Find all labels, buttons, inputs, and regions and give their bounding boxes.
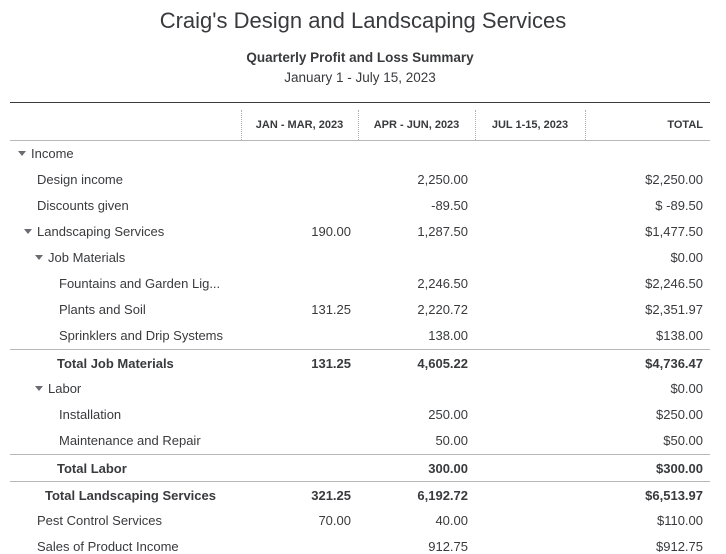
cell-apr-jun[interactable]: 50.00 [435, 433, 468, 448]
subtotal-row[interactable] [10, 349, 710, 376]
row-label[interactable] [35, 245, 125, 271]
collapse-caret-icon[interactable] [24, 229, 32, 234]
subtotal-row[interactable] [10, 454, 710, 481]
cell-total[interactable]: $6,513.97 [645, 488, 703, 503]
report-title: Quarterly Profit and Loss Summary [246, 50, 474, 65]
cell-total[interactable]: $250.00 [656, 407, 703, 422]
cell-apr-jun[interactable]: 2,220.72 [417, 302, 468, 317]
row-label-text: Landscaping Services [37, 224, 165, 239]
cell-total[interactable]: $300.00 [656, 461, 703, 476]
cell-total[interactable]: $138.00 [656, 328, 703, 343]
collapse-caret-icon[interactable] [35, 386, 43, 391]
table-row[interactable] [10, 376, 710, 402]
table-row[interactable] [10, 219, 710, 245]
row-label: Installation [59, 407, 122, 422]
cell-apr-jun[interactable]: -89.50 [431, 198, 468, 213]
row-label: Sales of Product Income [37, 539, 179, 554]
cell-jan-mar[interactable]: 321.25 [311, 488, 351, 503]
cell-total[interactable]: $2,351.97 [645, 302, 703, 317]
cell-jan-mar[interactable]: 131.25 [311, 356, 351, 371]
row-label: Plants and Soil [59, 302, 146, 317]
cell-total[interactable]: $4,736.47 [645, 356, 703, 371]
table-row[interactable] [10, 297, 710, 323]
cell-total[interactable]: $50.00 [663, 433, 703, 448]
row-label[interactable] [18, 141, 74, 167]
cell-total[interactable]: $0.00 [670, 250, 703, 265]
cell-total[interactable]: $0.00 [670, 381, 703, 396]
cell-total[interactable]: $912.75 [656, 539, 703, 554]
row-label: Total Labor [57, 461, 127, 476]
cell-apr-jun[interactable]: 6,192.72 [417, 488, 468, 503]
report-date-range: January 1 - July 15, 2023 [284, 70, 436, 85]
cell-apr-jun[interactable]: 2,250.00 [417, 172, 468, 187]
table-row[interactable] [10, 271, 710, 297]
row-label: Sprinklers and Drip Systems [59, 328, 223, 343]
subtotal-row[interactable] [10, 481, 710, 508]
cell-apr-jun[interactable]: 250.00 [428, 407, 468, 422]
cell-total[interactable]: $2,250.00 [645, 172, 703, 187]
cell-apr-jun[interactable]: 300.00 [428, 461, 468, 476]
column-header-apr-jun[interactable]: APR - JUN, 2023 [373, 119, 460, 131]
table-row[interactable] [10, 534, 710, 554]
row-label-text: Income [31, 146, 74, 161]
table-row[interactable] [10, 167, 710, 193]
company-name: Craig's Design and Landscaping Services [159, 8, 567, 33]
cell-apr-jun[interactable]: 4,605.22 [417, 356, 468, 371]
cell-apr-jun[interactable]: 1,287.50 [417, 224, 468, 239]
table-row[interactable] [10, 141, 710, 167]
cell-jan-mar[interactable]: 131.25 [311, 302, 351, 317]
row-label[interactable] [24, 219, 164, 245]
collapse-caret-icon[interactable] [35, 255, 43, 260]
cell-apr-jun[interactable]: 912.75 [428, 539, 468, 554]
row-label: Fountains and Garden Lig... [59, 276, 221, 291]
collapse-caret-icon[interactable] [18, 151, 26, 156]
cell-total[interactable]: $1,477.50 [645, 224, 703, 239]
row-label-text: Labor [48, 381, 82, 396]
table-row[interactable] [10, 508, 710, 534]
cell-apr-jun[interactable]: 2,246.50 [417, 276, 468, 291]
row-label[interactable] [35, 376, 81, 402]
cell-total[interactable]: $ -89.50 [655, 198, 703, 213]
table-row[interactable] [10, 402, 710, 428]
row-label: Total Job Materials [57, 356, 174, 371]
row-label: Maintenance and Repair [59, 433, 201, 448]
column-header-jan-mar[interactable]: JAN - MAR, 2023 [255, 119, 344, 131]
row-label: Design income [37, 172, 123, 187]
row-label: Total Landscaping Services [45, 488, 216, 503]
column-header-row [10, 110, 710, 142]
cell-jan-mar[interactable]: 70.00 [318, 513, 351, 528]
table-row[interactable] [10, 323, 710, 349]
cell-jan-mar[interactable]: 190.00 [311, 224, 351, 239]
row-label: Discounts given [37, 198, 129, 213]
row-label: Pest Control Services [37, 513, 162, 528]
row-label-text: Job Materials [48, 250, 126, 265]
cell-total[interactable]: $110.00 [656, 513, 703, 528]
table-row[interactable] [10, 245, 710, 271]
top-divider [10, 102, 710, 103]
table-row[interactable] [10, 428, 710, 454]
cell-total[interactable]: $2,246.50 [645, 276, 703, 291]
cell-apr-jun[interactable]: 138.00 [428, 328, 468, 343]
cell-apr-jun[interactable]: 40.00 [435, 513, 468, 528]
table-row[interactable] [10, 193, 710, 219]
column-header-total[interactable]: TOTAL [667, 119, 703, 131]
column-header-jul[interactable]: JUL 1-15, 2023 [491, 119, 569, 131]
